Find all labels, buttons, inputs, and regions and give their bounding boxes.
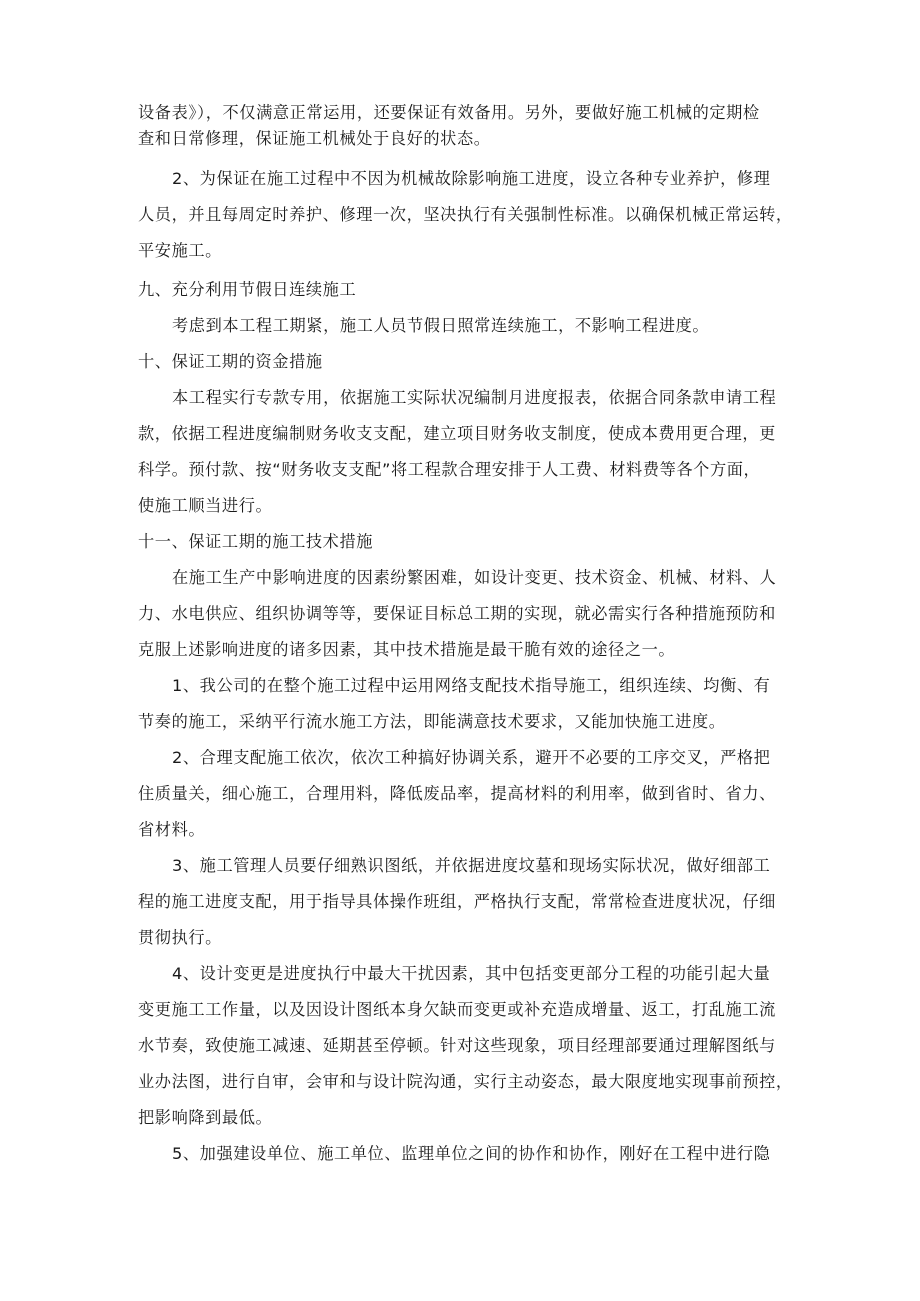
text-line: 2、合理支配施工依次，依次工种搞好协调关系，避开不必要的工序交叉，严格把 bbox=[172, 748, 771, 767]
text-line: 克服上述影响进度的诸多因素，其中技术措施是最干脆有效的途径之一。 bbox=[138, 640, 676, 659]
text-line: 使施工顺当进行。 bbox=[138, 496, 273, 515]
text-line: 2、为保证在施工过程中不因为机械故除影响施工进度，设立各种专业养护，修理 bbox=[172, 169, 771, 188]
text-line: 查和日常修理，保证施工机械处于良好的状态。 bbox=[138, 129, 491, 148]
text-line: 考虑到本工程工期紧，施工人员节假日照常连续施工，不影响工程进度。 bbox=[172, 316, 710, 335]
heading-text: 十一、保证工期的施工技术措施 bbox=[138, 532, 374, 551]
paragraph-item-11-3 bbox=[138, 848, 776, 956]
text-line: 把影响降到最低。 bbox=[138, 1108, 273, 1127]
text-line: 节奏的施工，采纳平行流水施工方法，即能满意技术要求，又能加快施工进度。 bbox=[138, 712, 726, 731]
paragraph-item-2 bbox=[138, 161, 793, 269]
paragraph-section-9 bbox=[138, 308, 709, 344]
text-line: 力、水电供应、组织协调等等，要保证目标总工期的实现，就必需实行各种措施预防和 bbox=[138, 604, 776, 623]
paragraph-item-11-2 bbox=[138, 740, 776, 848]
text-line: 水节奏，致使施工减速、延期甚至停顿。针对这些现象，项目经理部要通过理解图纸与 bbox=[138, 1036, 776, 1055]
text-line: 1、我公司的在整个施工过程中运用网络支配技术指导施工，组织连续、均衡、有 bbox=[172, 676, 771, 695]
paragraph-section-11 bbox=[138, 560, 776, 668]
text-line: 本工程实行专款专用，依据施工实际状况编制月进度报表，依据合同条款申请工程 bbox=[172, 388, 777, 407]
text-line: 5、加强建设单位、施工单位、监理单位之间的协作和协作，刚好在工程中进行隐 bbox=[172, 1144, 771, 1163]
text-line: 款，依据工程进度编制财务收支支配，建立项目财务收支制度，使成本费用更合理，更 bbox=[138, 424, 776, 443]
text-line: 人员，并且每周定时养护、修理一次，坚决执行有关强制性标准。以确保机械正常运转， bbox=[138, 205, 793, 224]
text-line: 程的施工进度支配，用于指导具体操作班组，严格执行支配，常常检查进度状况，仔细 bbox=[138, 892, 776, 911]
paragraph-item-11-1 bbox=[138, 668, 770, 740]
text-line: 省材料。 bbox=[138, 820, 206, 839]
paragraph-section-10 bbox=[138, 380, 776, 524]
text-line: 变更施工工作量，以及因设计图纸本身欠缺而变更或补充造成增量、返工，打乱施工流 bbox=[138, 1000, 776, 1019]
text-line: 3、施工管理人员要仔细熟识图纸，并依据进度坟墓和现场实际状况，做好细部工 bbox=[172, 856, 771, 875]
text-line: 科学。预付款、按“财务收支支配”将工程款合理安排于人工费、材料费等各个方面， bbox=[138, 460, 761, 479]
text-line: 平安施工。 bbox=[138, 241, 222, 260]
text-line: 在施工生产中影响进度的因素纷繁困难，如设计变更、技术资金、机械、材料、人 bbox=[172, 568, 777, 587]
section-heading-9 bbox=[138, 272, 356, 308]
heading-text: 九、充分利用节假日连续施工 bbox=[138, 280, 357, 299]
paragraph-intro bbox=[138, 100, 760, 152]
paragraph-item-11-4 bbox=[138, 956, 793, 1136]
paragraph-item-11-5 bbox=[138, 1136, 770, 1172]
text-line: 贯彻执行。 bbox=[138, 928, 222, 947]
section-heading-11 bbox=[138, 524, 373, 560]
text-line: 住质量关，细心施工，合理用料，降低废品率，提高材料的利用率，做到省时、省力、 bbox=[138, 784, 776, 803]
heading-text: 十、保证工期的资金措施 bbox=[138, 352, 323, 371]
section-heading-10 bbox=[138, 344, 323, 380]
text-line: 设备表》），不仅满意正常运用，还要保证有效备用。另外，要做好施工机械的定期检 bbox=[138, 103, 760, 122]
text-line: 4、设计变更是进度执行中最大干扰因素，其中包括变更部分工程的功能引起大量 bbox=[172, 964, 771, 983]
text-line: 业办法图，进行自审，会审和与设计院沟通，实行主动姿态，最大限度地实现事前预控， bbox=[138, 1072, 793, 1091]
